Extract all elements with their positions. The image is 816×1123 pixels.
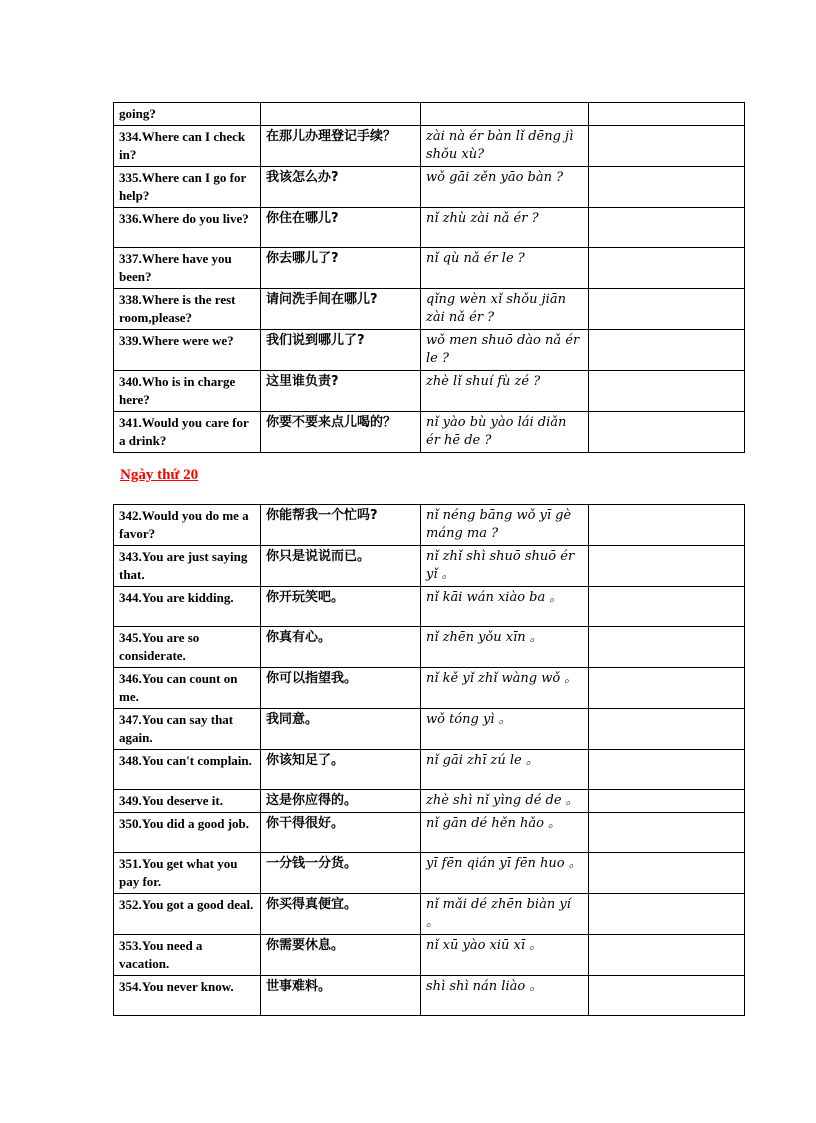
notes-cell [589, 894, 745, 935]
section-heading: Ngày thứ 20 [120, 467, 199, 483]
english-phrase: 344.You are kidding. [114, 587, 261, 627]
english-phrase: 338.Where is the rest room,please? [114, 289, 261, 330]
table-row [114, 371, 745, 412]
chinese-phrase: 这是你应得的。 [261, 790, 421, 813]
chinese-phrase: 一分钱一分货。 [261, 853, 421, 894]
table-row [114, 330, 745, 371]
pinyin: nǐ zhǐ shì shuō shuō ér yǐ 。 [421, 546, 589, 587]
table-row [114, 813, 745, 853]
notes-cell [589, 546, 745, 587]
english-phrase: 351.You get what you pay for. [114, 853, 261, 894]
notes-cell [589, 371, 745, 412]
table-row [114, 248, 745, 289]
pinyin [421, 103, 589, 126]
pinyin: nǐ zhù zài nǎ ér ? [421, 208, 589, 248]
notes-cell [589, 790, 745, 813]
chinese-phrase: 你要不要来点儿喝的？ [261, 412, 421, 453]
chinese-phrase [261, 103, 421, 126]
table-row [114, 546, 745, 587]
pinyin: zài nà ér bàn lǐ dēng jì shǒu xù? [421, 126, 589, 167]
chinese-phrase: 你买得真便宜。 [261, 894, 421, 935]
table-row [114, 126, 745, 167]
table-row [114, 709, 745, 750]
chinese-phrase: 你开玩笑吧。 [261, 587, 421, 627]
pinyin: nǐ gān dé hěn hǎo 。 [421, 813, 589, 853]
table-row [114, 289, 745, 330]
notes-cell [589, 208, 745, 248]
table-row [114, 668, 745, 709]
notes-cell [589, 248, 745, 289]
chinese-phrase: 你干得很好。 [261, 813, 421, 853]
english-phrase: 343.You are just saying that. [114, 546, 261, 587]
notes-cell [589, 505, 745, 546]
notes-cell [589, 587, 745, 627]
chinese-phrase: 你该知足了。 [261, 750, 421, 790]
table-row [114, 505, 745, 546]
chinese-phrase: 我们说到哪儿了? [261, 330, 421, 371]
english-phrase: 337.Where have you been? [114, 248, 261, 289]
english-phrase: 340.Who is in charge here? [114, 371, 261, 412]
notes-cell [589, 935, 745, 976]
table-row [114, 587, 745, 627]
notes-cell [589, 976, 745, 1016]
chinese-phrase: 你真有心。 [261, 627, 421, 668]
pinyin: shì shì nán liào 。 [421, 976, 589, 1016]
english-phrase: 347.You can say that again. [114, 709, 261, 750]
pinyin: nǐ kāi wán xiào ba 。 [421, 587, 589, 627]
pinyin: qǐng wèn xǐ shǒu jiān zài nǎ ér ? [421, 289, 589, 330]
chinese-phrase: 你能帮我一个忙吗? [261, 505, 421, 546]
chinese-phrase: 你住在哪儿? [261, 208, 421, 248]
english-phrase: going? [114, 103, 261, 126]
chinese-phrase: 你需要休息。 [261, 935, 421, 976]
phrase-table-2 [113, 504, 745, 1016]
table-row [114, 853, 745, 894]
pinyin: nǐ qù nǎ ér le ? [421, 248, 589, 289]
english-phrase: 353.You need a vacation. [114, 935, 261, 976]
pinyin: nǐ xū yào xiū xī 。 [421, 935, 589, 976]
chinese-phrase: 我同意。 [261, 709, 421, 750]
table-row [114, 412, 745, 453]
notes-cell [589, 412, 745, 453]
table-row [114, 103, 745, 126]
english-phrase: 354.You never know. [114, 976, 261, 1016]
table-row [114, 790, 745, 813]
pinyin: nǐ kě yǐ zhǐ wàng wǒ 。 [421, 668, 589, 709]
notes-cell [589, 853, 745, 894]
table-row [114, 894, 745, 935]
english-phrase: 345.You are so considerate. [114, 627, 261, 668]
phrase-table-1 [113, 102, 745, 453]
notes-cell [589, 668, 745, 709]
pinyin: nǐ néng bāng wǒ yī gè máng ma ? [421, 505, 589, 546]
pinyin: nǐ yào bù yào lái diǎn ér hē de ? [421, 412, 589, 453]
pinyin: wǒ gāi zěn yāo bàn ? [421, 167, 589, 208]
table-row [114, 976, 745, 1016]
chinese-phrase: 请问洗手间在哪儿? [261, 289, 421, 330]
table-row [114, 627, 745, 668]
pinyin: wǒ men shuō dào nǎ ér le ? [421, 330, 589, 371]
chinese-phrase: 这里谁负责? [261, 371, 421, 412]
english-phrase: 348.You can't complain. [114, 750, 261, 790]
english-phrase: 336.Where do you live? [114, 208, 261, 248]
english-phrase: 350.You did a good job. [114, 813, 261, 853]
pinyin: zhè lǐ shuí fù zé ? [421, 371, 589, 412]
english-phrase: 346.You can count on me. [114, 668, 261, 709]
english-phrase: 349.You deserve it. [114, 790, 261, 813]
table-row [114, 167, 745, 208]
english-phrase: 335.Where can I go for help? [114, 167, 261, 208]
chinese-phrase: 在那儿办理登记手续？ [261, 126, 421, 167]
chinese-phrase: 你可以指望我。 [261, 668, 421, 709]
pinyin: nǐ mǎi dé zhēn biàn yí 。 [421, 894, 589, 935]
pinyin: wǒ tóng yì 。 [421, 709, 589, 750]
chinese-phrase: 我该怎么办? [261, 167, 421, 208]
table-row [114, 208, 745, 248]
notes-cell [589, 126, 745, 167]
pinyin: zhè shì nǐ yìng dé de 。 [421, 790, 589, 813]
english-phrase: 341.Would you care for a drink? [114, 412, 261, 453]
table-row [114, 750, 745, 790]
notes-cell [589, 709, 745, 750]
notes-cell [589, 813, 745, 853]
pinyin: nǐ zhēn yǒu xīn 。 [421, 627, 589, 668]
notes-cell [589, 289, 745, 330]
notes-cell [589, 167, 745, 208]
pinyin: yī fēn qián yī fēn huo 。 [421, 853, 589, 894]
notes-cell [589, 330, 745, 371]
english-phrase: 342.Would you do me a favor? [114, 505, 261, 546]
table-row [114, 935, 745, 976]
chinese-phrase: 你去哪儿了? [261, 248, 421, 289]
english-phrase: 334.Where can I check in? [114, 126, 261, 167]
english-phrase: 339.Where were we? [114, 330, 261, 371]
chinese-phrase: 世事难料。 [261, 976, 421, 1016]
english-phrase: 352.You got a good deal. [114, 894, 261, 935]
chinese-phrase: 你只是说说而已。 [261, 546, 421, 587]
pinyin: nǐ gāi zhī zú le 。 [421, 750, 589, 790]
notes-cell [589, 627, 745, 668]
notes-cell [589, 103, 745, 126]
notes-cell [589, 750, 745, 790]
